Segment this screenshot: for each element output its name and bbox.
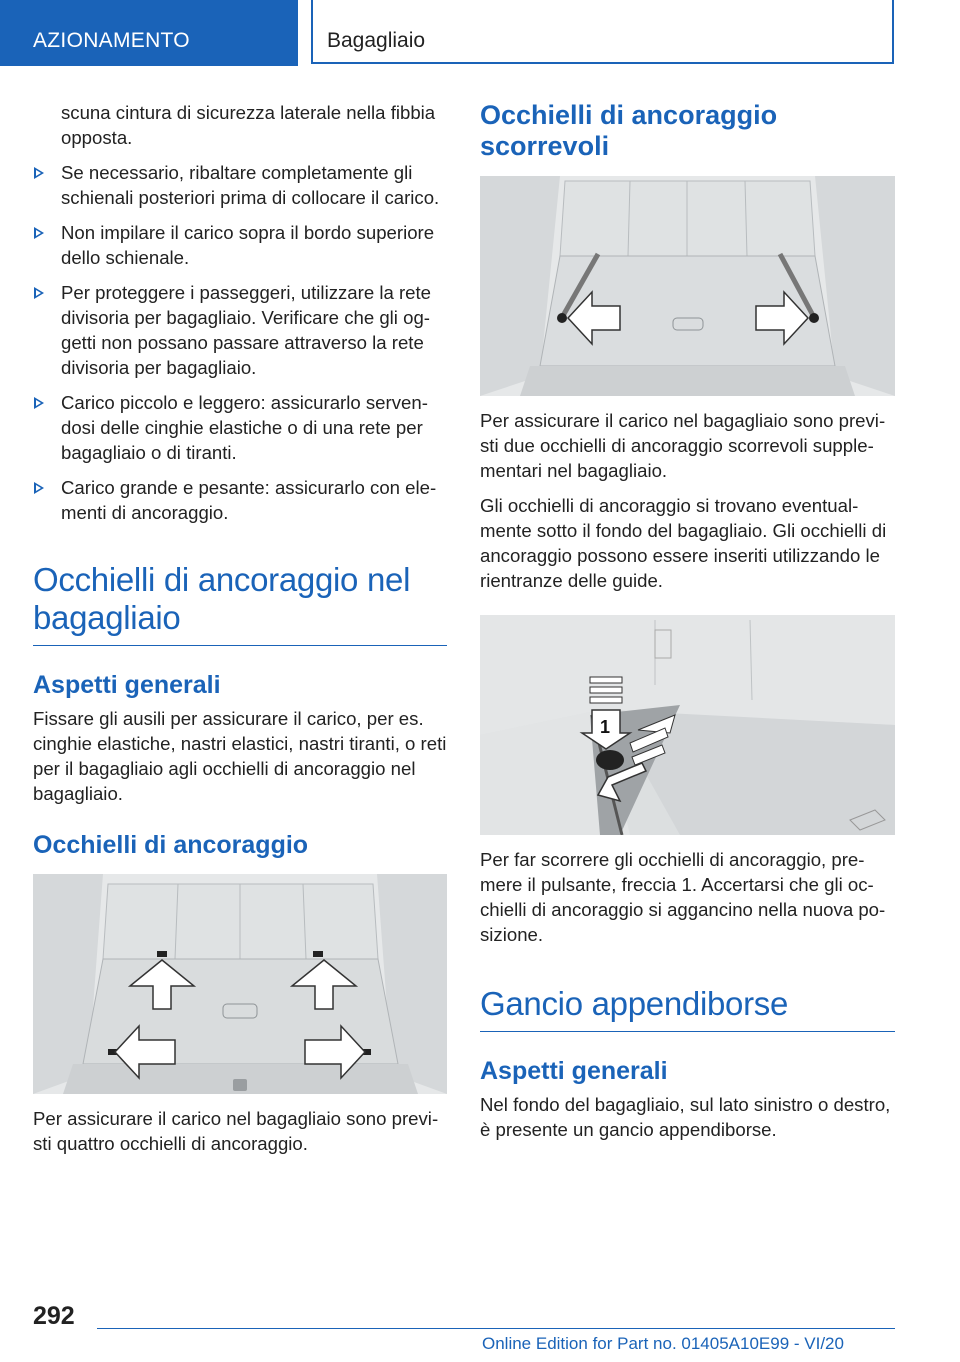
trunk-anchors-figure xyxy=(33,874,447,1094)
list-item xyxy=(33,160,447,210)
triangle-bullet-icon xyxy=(34,397,44,409)
bullet-text: Carico grande e pesante: assicurarlo con elementi di ancoraggio. xyxy=(61,477,437,523)
bullet-text: Se necessario, ribaltare completamente gli schienali posteriori prima di collocare il carico. xyxy=(61,162,440,208)
hook-title-block xyxy=(480,985,895,1032)
sliding-paragraph-1: Per assicurare il carico nel bagagliaio sono previsti due occhielli di ancoraggio scorrevoli supplementari nel bagagliaio. xyxy=(480,410,886,481)
trunk-anchors-illustration xyxy=(33,874,447,1094)
bullet-text: Per proteggere i passeggeri, utilizzare la rete divisoria per bagagliaio. Verificare che gli oggetti non possano passare attraverso la rete divisoria per bagagliaio. xyxy=(61,282,432,378)
section-title-block xyxy=(33,561,447,646)
sliding-anchors-figure xyxy=(480,176,895,396)
triangle-bullet-icon xyxy=(34,227,44,239)
rail-button-illustration xyxy=(480,615,895,835)
sliding-anchors-illustration xyxy=(480,176,895,396)
hook-paragraph: Nel fondo del bagagliaio, sul lato sinistro o destro, è presente un gancio appendiborse. xyxy=(480,1094,891,1140)
header-chapter-box xyxy=(311,0,894,64)
anchors-heading: Occhielli di ancoraggio xyxy=(33,831,309,859)
general-paragraph: Fissare gli ausili per assicurare il carico, per es. cinghie elastiche, nastri elastici, nastri tiranti, o reti per il bagagliaio agli occhielli di ancoraggio nel bagagliaio. xyxy=(33,708,447,804)
header-section-tab xyxy=(0,0,298,66)
sliding-anchors-heading: Occhielli di ancoraggio scorrevoli xyxy=(480,100,778,161)
general-heading: Aspetti generali xyxy=(33,671,221,699)
bullet-text: scuna cintura di sicurezza laterale nella fibbia opposta. xyxy=(61,102,436,148)
bullet-text: Non impilare il carico sopra il bordo superiore dello schienale. xyxy=(61,222,435,268)
hook-title: Gancio appendiborse xyxy=(480,985,789,1022)
list-item xyxy=(33,280,447,380)
section-title: Occhielli di ancoraggio nel bagagliaio xyxy=(33,561,411,636)
sliding-paragraph-3: Per far scorrere gli occhielli di ancoraggio, premere il pulsante, freccia 1. Accertarsi che gli occhielli di ancoraggio si aggancino nella nuova posizione. xyxy=(480,849,886,945)
sliding-paragraph-2: Gli occhielli di ancoraggio si trovano eventualmente sotto il fondo del bagagliaio. Gli occhielli di ancoraggio possono essere inseriti utilizzando le rientranze delle guide. xyxy=(480,495,887,591)
triangle-bullet-icon xyxy=(34,287,44,299)
triangle-bullet-icon xyxy=(34,167,44,179)
list-item xyxy=(33,475,447,525)
list-item xyxy=(33,100,447,150)
page-number: 292 xyxy=(33,1302,75,1330)
left-column xyxy=(33,100,447,1166)
figure-callout-1: 1 xyxy=(600,717,611,737)
hook-general-heading: Aspetti generali xyxy=(480,1057,668,1085)
header-chapter-label: Bagagliaio xyxy=(327,29,426,52)
edition-info: Online Edition for Part no. 01405A10E99 - VI/20 xyxy=(482,1334,844,1353)
list-item xyxy=(33,220,447,270)
header-section-label: AZIONAMENTO xyxy=(33,29,190,52)
bullet-list xyxy=(33,100,447,525)
bullet-text: Carico piccolo e leggero: assicurarlo servendosi delle cinghie elastiche o di una rete per bagagliaio o di tiranti. xyxy=(61,392,428,463)
rail-button-figure xyxy=(480,615,895,835)
footer-divider xyxy=(97,1328,895,1329)
list-item xyxy=(33,390,447,465)
triangle-bullet-icon xyxy=(34,482,44,494)
anchors-caption: Per assicurare il carico nel bagagliaio sono previsti quattro occhielli di ancoraggio. xyxy=(33,1108,439,1154)
right-column xyxy=(480,100,895,1152)
